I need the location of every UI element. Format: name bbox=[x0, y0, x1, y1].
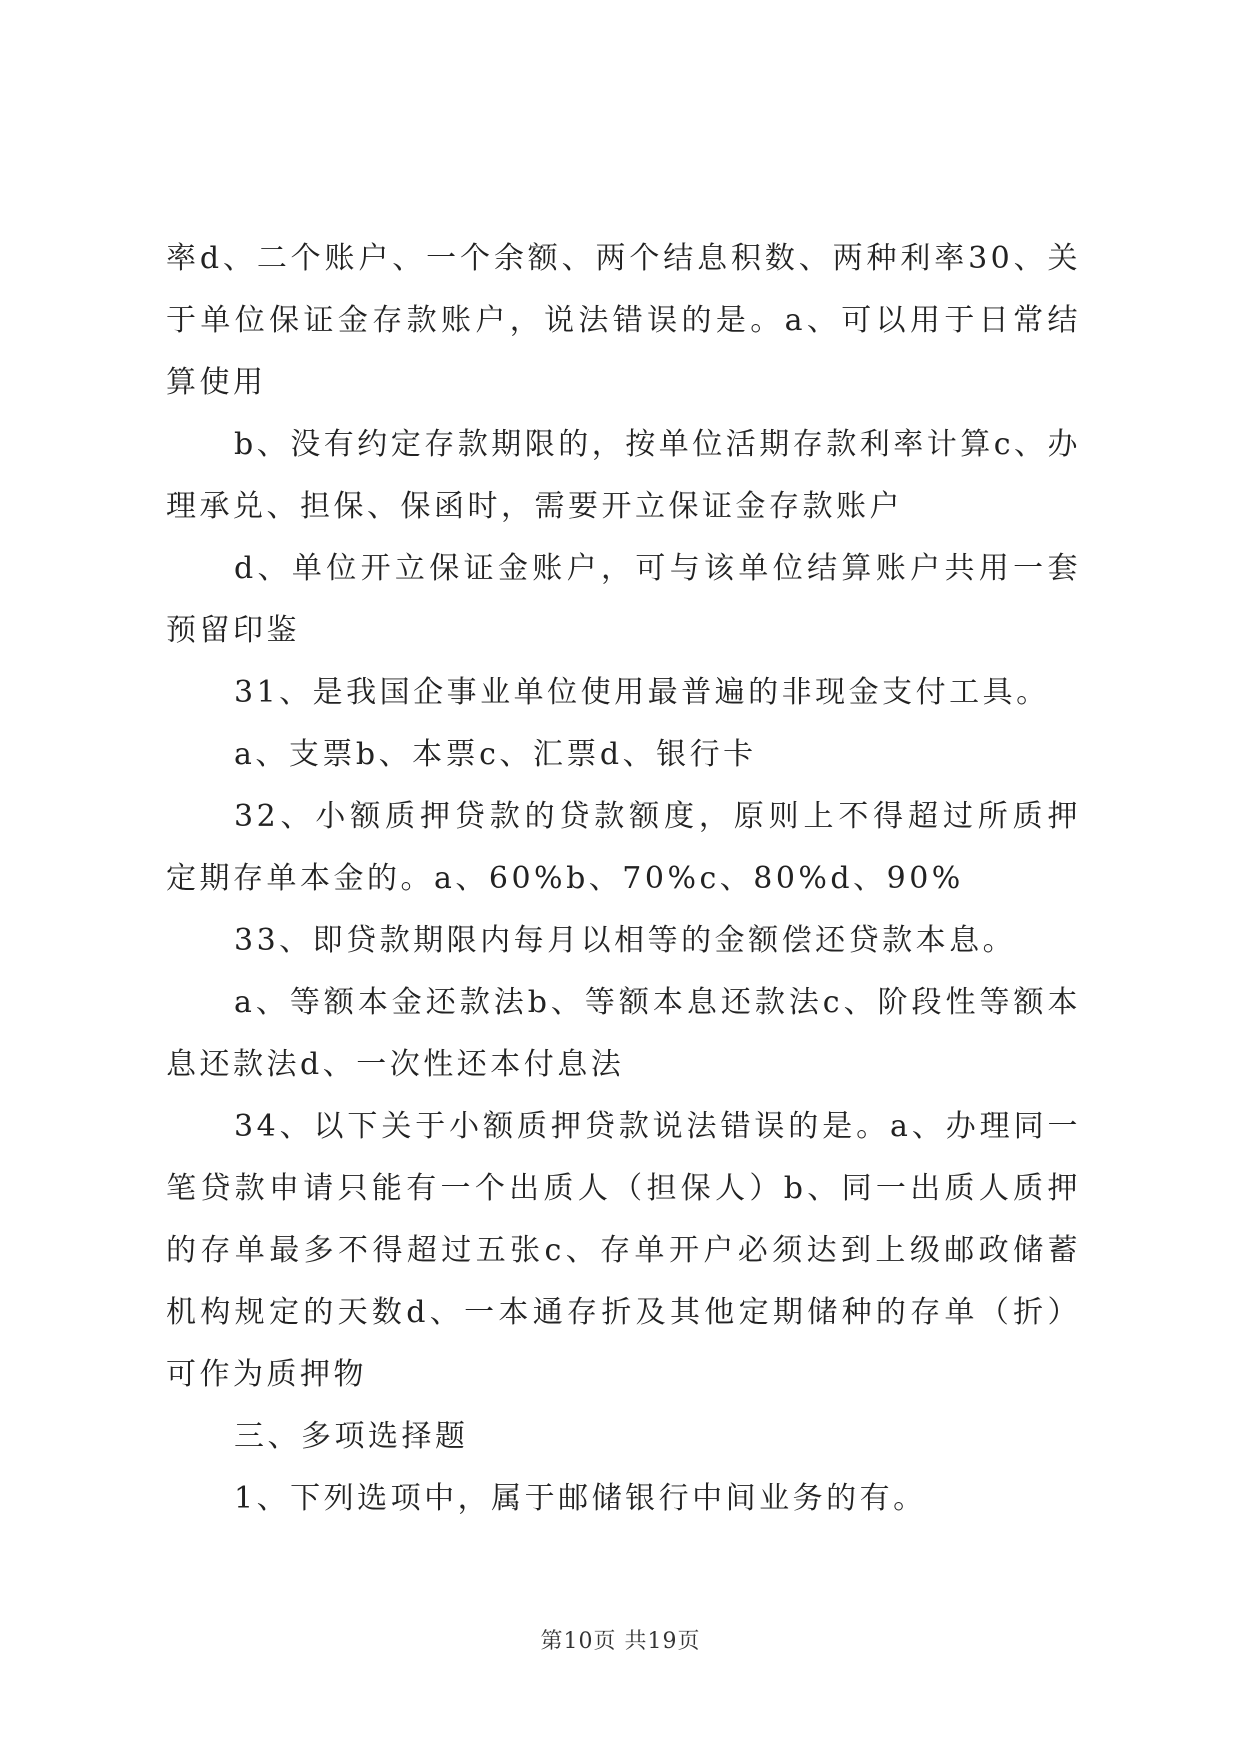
paragraph: 33、即贷款期限内每月以相等的金额偿还贷款本息。 bbox=[234, 923, 1017, 958]
paragraph: a、支票b、本票c、汇票d、银行卡 bbox=[234, 737, 757, 772]
paragraph: a、等额本金还款法b、等额本息还款法c、阶段性等额本息还款法d、一次性还本付息法 bbox=[166, 985, 1081, 1082]
section-heading: 三、多项选择题 bbox=[234, 1419, 469, 1454]
page-number-footer: 第10页 共19页 bbox=[540, 1629, 701, 1654]
paragraph: 率d、二个账户、一个余额、两个结息积数、两种利率30、关于单位保证金存款账户，说法错误的是。a、可以用于日常结算使用 bbox=[166, 241, 1081, 400]
paragraph: 32、小额质押贷款的贷款额度，原则上不得超过所质押定期存单本金的。a、60%b、70%c、80%d、90% bbox=[166, 799, 1081, 896]
paragraph: b、没有约定存款期限的，按单位活期存款利率计算c、办理承兑、担保、保函时，需要开立保证金存款账户 bbox=[166, 427, 1082, 524]
paragraph: d、单位开立保证金账户，可与该单位结算账户共用一套预留印鉴 bbox=[166, 551, 1081, 648]
document-body bbox=[166, 228, 1081, 1530]
paragraph: 31、是我国企事业单位使用最普遍的非现金支付工具。 bbox=[234, 675, 1050, 710]
paragraph: 1、下列选项中，属于邮储银行中间业务的有。 bbox=[234, 1481, 927, 1516]
paragraph: 34、以下关于小额质押贷款说法错误的是。a、办理同一笔贷款申请只能有一个出质人（担保人）b、同一出质人质押的存单最多不得超过五张c、存单开户必须达到上级邮政储蓄机构规定的天数d、一本通存折及其他定期储种的存单（折）可作为质押物 bbox=[166, 1109, 1081, 1392]
